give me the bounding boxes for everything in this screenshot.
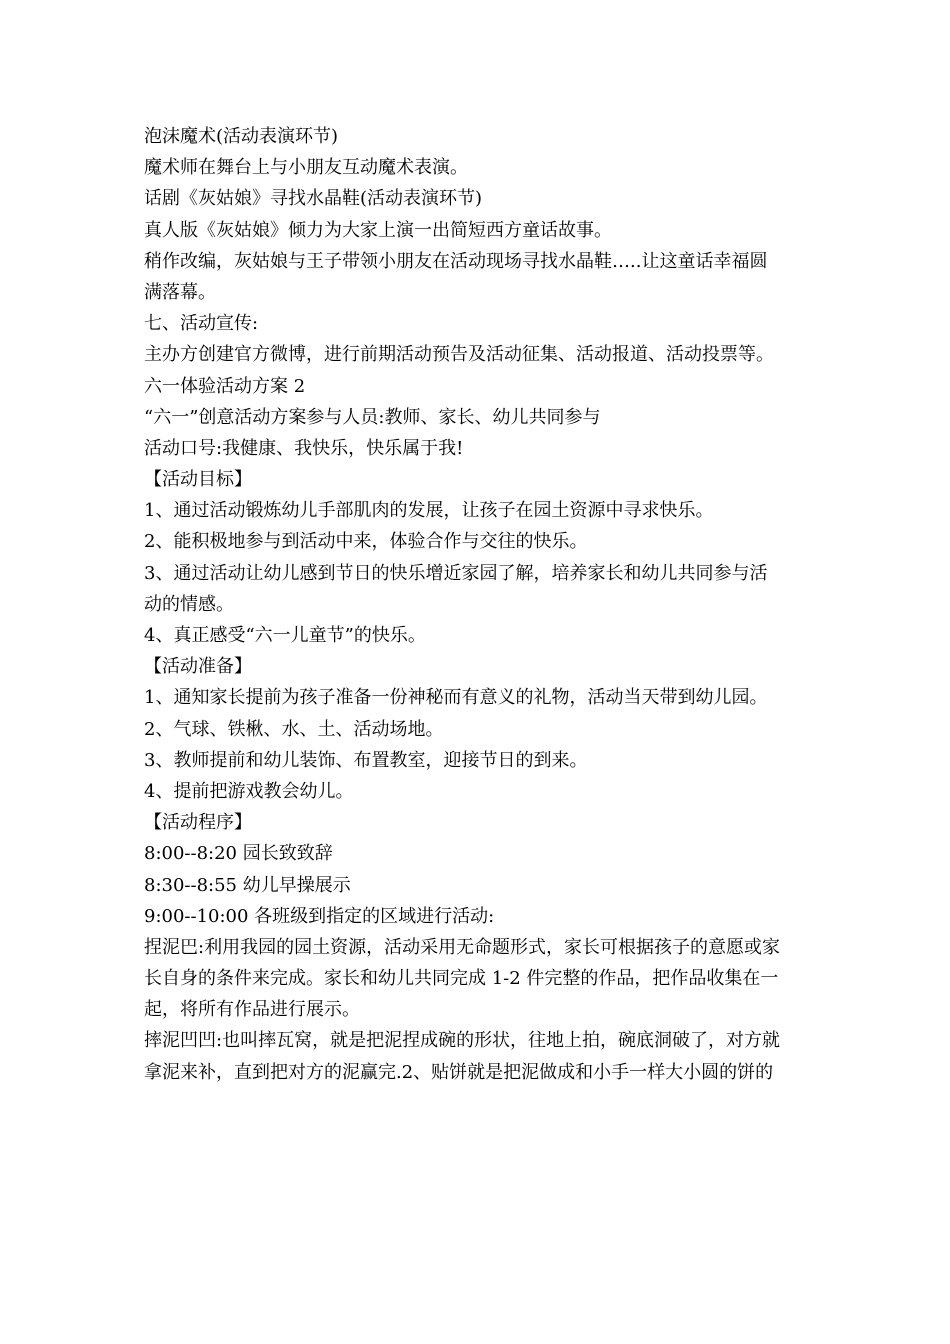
text-line: 主办方创建官方微博，进行前期活动预告及活动征集、活动报道、活动投票等。 — [144, 344, 774, 366]
section-heading: 【活动准备】 — [144, 656, 252, 678]
text-line: 拿泥来补，直到把对方的泥赢完.2、贴饼就是把泥做成和小手一样大小圆的饼的 — [144, 1061, 774, 1083]
section-heading: 六一体验活动方案 2 — [144, 375, 306, 397]
text-line: 捏泥巴:利用我园的园土资源，活动采用无命题形式，家长可根据孩子的意愿或家 — [144, 936, 781, 958]
text-line: 真人版《灰姑娘》倾力为大家上演一出简短西方童话故事。 — [144, 219, 612, 241]
section-heading: 七、活动宣传: — [144, 313, 259, 335]
list-item: 4、提前把游戏教会幼儿。 — [144, 780, 354, 802]
schedule-item: 8:30--8:55 幼儿早操展示 — [144, 874, 351, 896]
list-item: 4、真正感受“六一儿童节”的快乐。 — [144, 625, 426, 646]
list-item: 1、通过活动锻炼幼儿手部肌肉的发展，让孩子在园土资源中寻求快乐。 — [144, 500, 714, 522]
list-item: 3、通过活动让幼儿感到节日的快乐增近家园了解，培养家长和幼儿共同参与活 — [144, 562, 768, 584]
list-item: 1、通知家长提前为孩子准备一份神秘而有意义的礼物，活动当天带到幼儿园。 — [144, 687, 768, 709]
list-item: 动的情感。 — [144, 593, 234, 615]
list-item: 2、能积极地参与到活动中来，体验合作与交往的快乐。 — [144, 531, 588, 553]
text-line: 满落幕。 — [144, 281, 216, 303]
list-item: 3、教师提前和幼儿装饰、布置教室，迎接节日的到来。 — [144, 749, 588, 771]
text-line: 魔术师在舞台上与小朋友互动魔术表演。 — [144, 157, 468, 179]
section-heading: 【活动程序】 — [144, 812, 252, 834]
text-line: 话剧《灰姑娘》寻找水晶鞋(活动表演环节) — [144, 188, 483, 210]
text-line: 起，将所有作品进行展示。 — [144, 999, 360, 1021]
list-item: 2、气球、铁楸、水、土、活动场地。 — [144, 718, 444, 740]
text-line: 长自身的条件来完成。家长和幼儿共同完成 1-2 件完整的作品，把作品收集在一 — [144, 968, 779, 990]
schedule-item: 9:00--10:00 各班级到指定的区域进行活动: — [144, 905, 495, 927]
text-line: 活动口号:我健康、我快乐，快乐属于我! — [144, 437, 464, 459]
text-line: 摔泥凹凹:也叫摔瓦窝，就是把泥捏成碗的形状，往地上拍，碗底洞破了，对方就 — [144, 1030, 781, 1052]
text-line: 稍作改编，灰姑娘与王子带领小朋友在活动现场寻找水晶鞋…..让这童话幸福圆 — [144, 250, 768, 272]
text-line: 泡沫魔术(活动表演环节) — [144, 126, 339, 147]
schedule-item: 8:00--8:20 园长致致辞 — [144, 843, 333, 865]
document-body — [144, 121, 812, 1088]
text-line: “六一”创意活动方案参与人员:教师、家长、幼儿共同参与 — [144, 406, 601, 428]
section-heading: 【活动目标】 — [144, 469, 252, 491]
